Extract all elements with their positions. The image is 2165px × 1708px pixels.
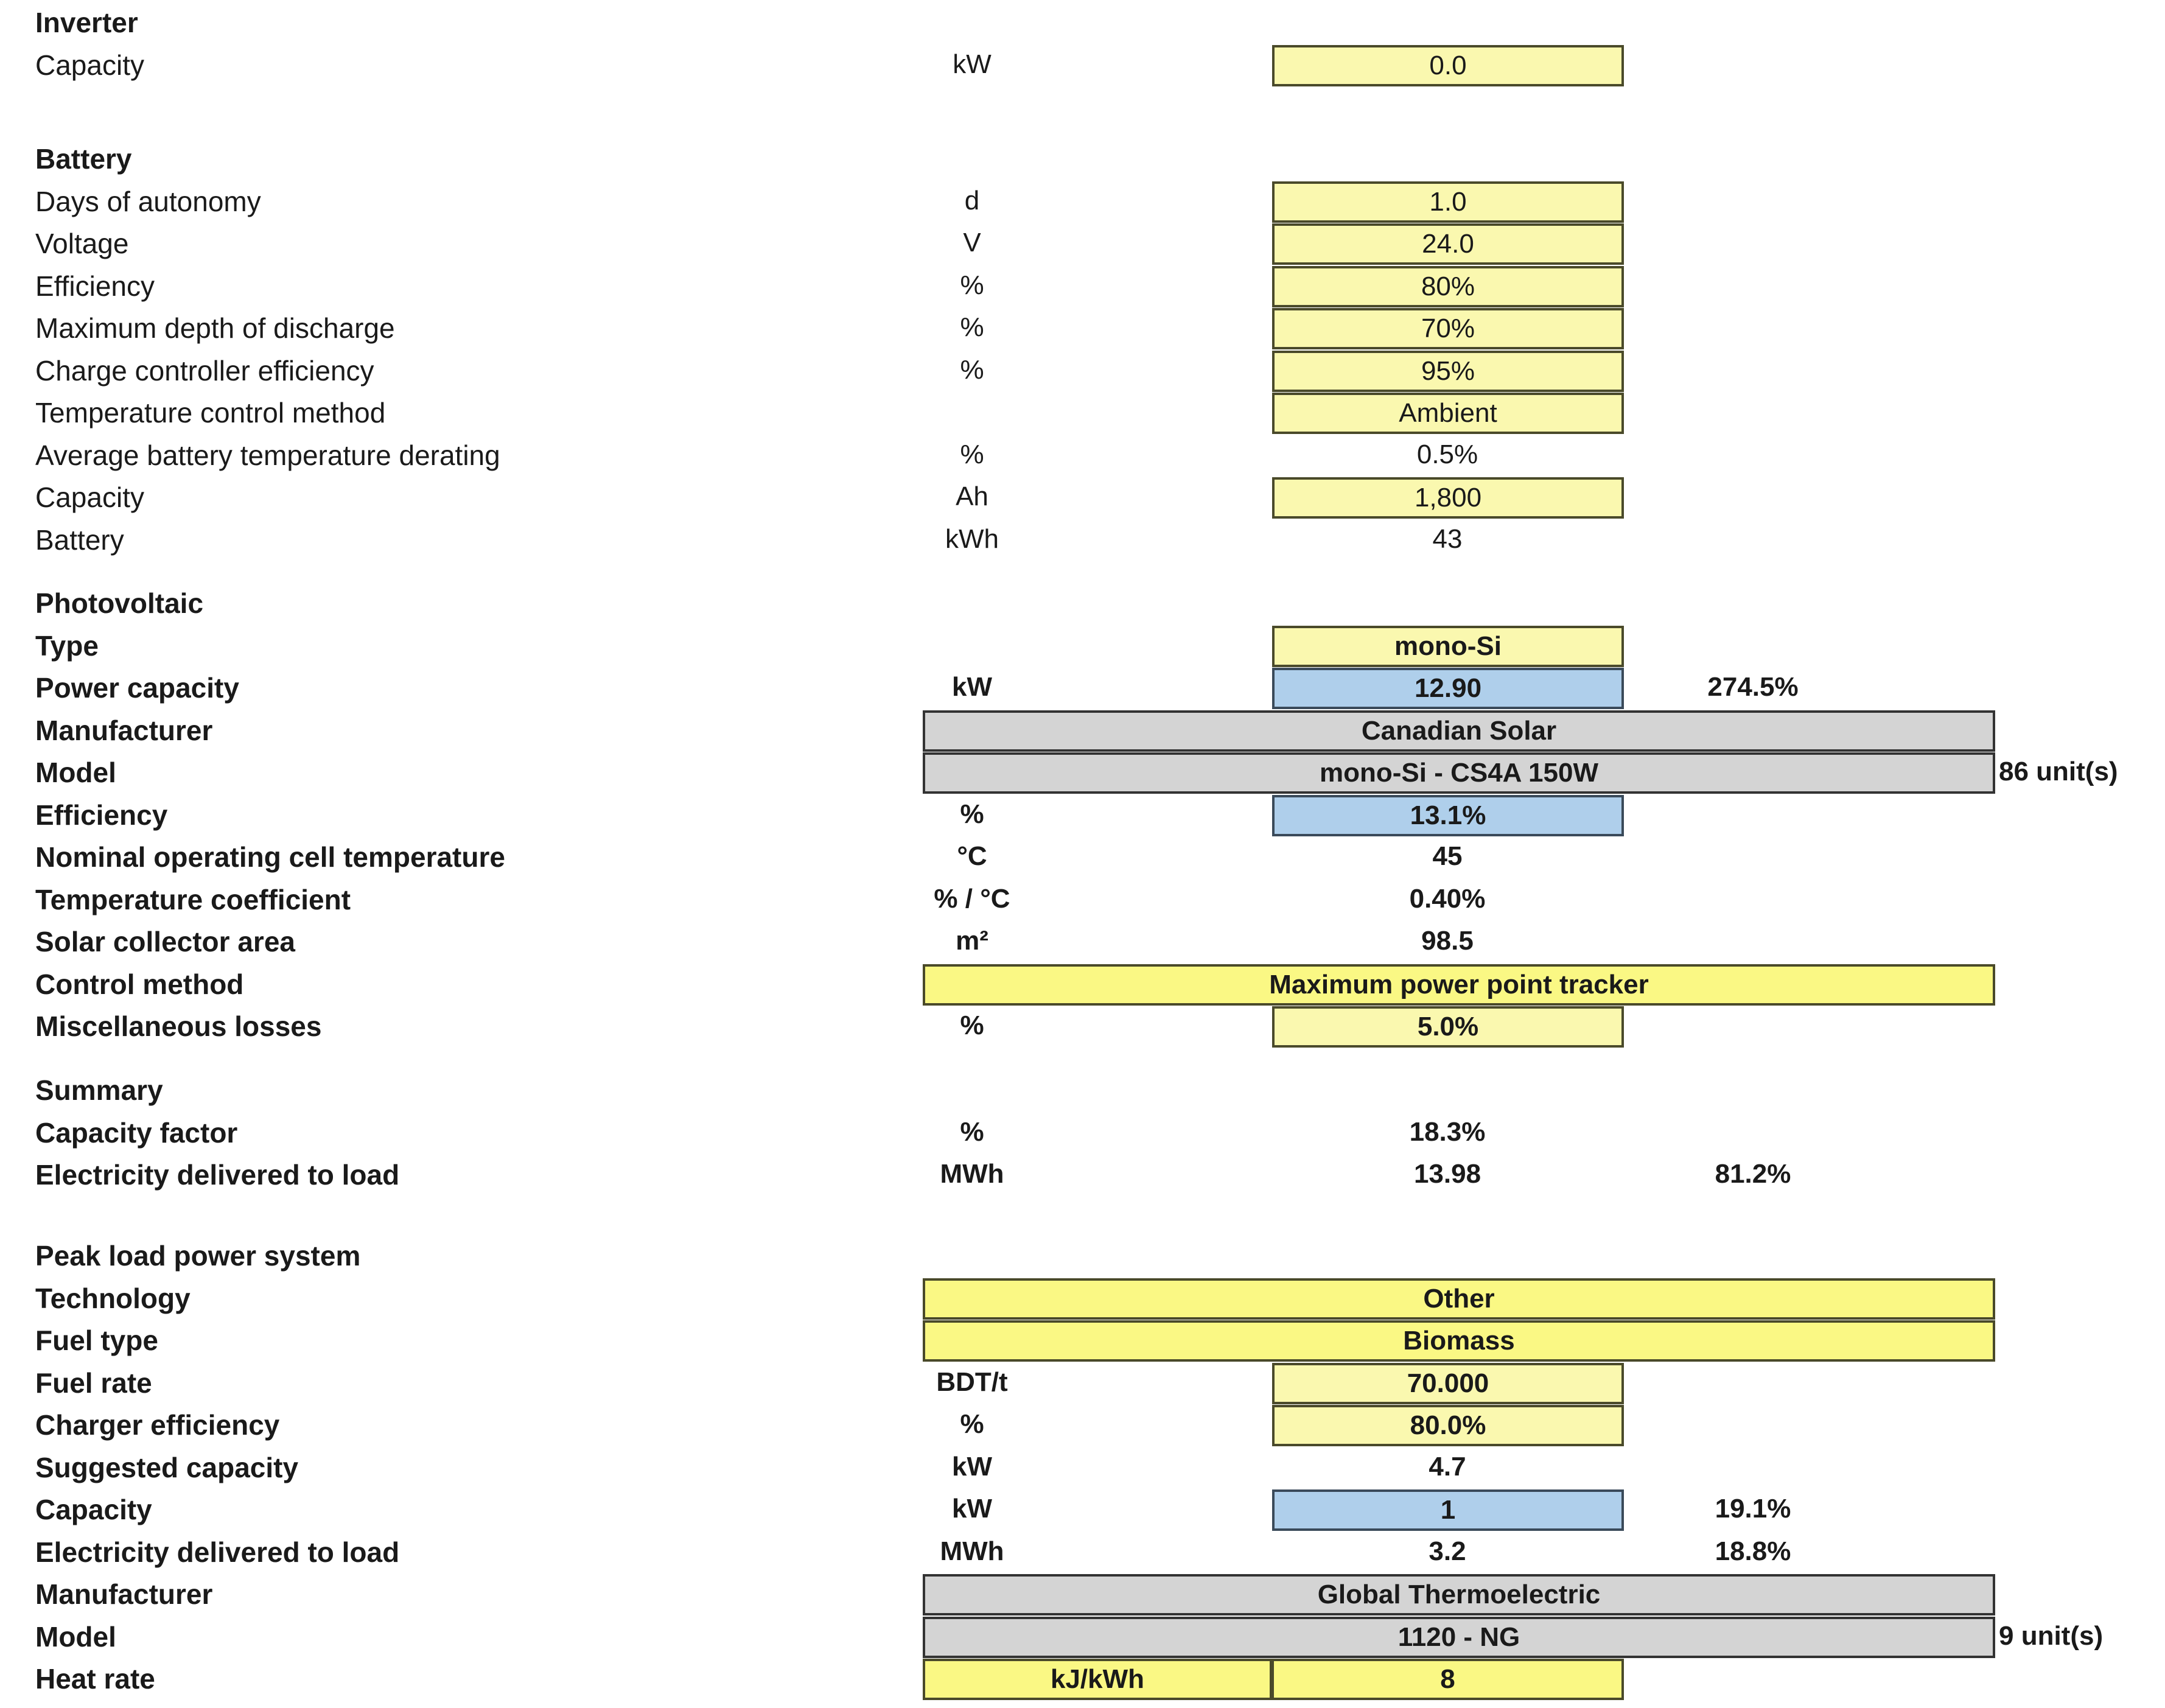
row-label-battery-6: Average battery temperature derating — [35, 439, 500, 471]
row-value-cell-peak-load-power-system-9[interactable]: 8 — [1272, 1659, 1624, 1700]
row-unit-photovoltaic-4: % — [960, 799, 984, 829]
row-percent-photovoltaic-1: 274.5% — [1707, 672, 1799, 702]
row-unit-battery-3: % — [960, 312, 984, 342]
row-unit-photovoltaic-9: % — [960, 1010, 984, 1040]
row-value-photovoltaic-5: 45 — [1432, 841, 1463, 871]
row-value-cell-inverter-0[interactable]: 0.0 — [1272, 45, 1624, 86]
row-value-cell-photovoltaic-3[interactable]: mono-Si - CS4A 150W — [923, 752, 1995, 794]
row-value-cell-photovoltaic-0[interactable]: mono-Si — [1272, 626, 1624, 667]
row-label-peak-load-power-system-5: Capacity — [35, 1494, 152, 1525]
row-unit-photovoltaic-1: kW — [952, 672, 992, 702]
row-unit-battery-7: Ah — [956, 481, 988, 511]
row-value-cell-peak-load-power-system-0[interactable]: Other — [923, 1278, 1995, 1320]
row-label-battery-5: Temperature control method — [35, 397, 386, 429]
row-value-summary-1: 13.98 — [1413, 1159, 1481, 1189]
row-label-photovoltaic-4: Efficiency — [35, 799, 168, 831]
section-title-inverter: Inverter — [35, 7, 138, 38]
row-label-photovoltaic-8: Control method — [35, 968, 244, 1000]
row-unit-battery-1: V — [963, 228, 981, 257]
row-label-inverter-0: Capacity — [35, 49, 144, 81]
section-title-summary: Summary — [35, 1074, 163, 1106]
row-label-photovoltaic-3: Model — [35, 757, 116, 788]
row-value-cell-photovoltaic-4[interactable]: 13.1% — [1272, 795, 1624, 836]
row-label-photovoltaic-9: Miscellaneous losses — [35, 1010, 322, 1042]
row-unit-summary-1: MWh — [940, 1159, 1004, 1189]
row-label-battery-7: Capacity — [35, 481, 144, 513]
row-value-cell-peak-load-power-system-7[interactable]: Global Thermoelectric — [923, 1574, 1995, 1615]
row-value-battery-6: 0.5% — [1416, 439, 1478, 469]
row-value-cell-battery-1[interactable]: 24.0 — [1272, 223, 1624, 265]
row-unit-cell-peak-load-power-system-9[interactable]: kJ/kWh — [923, 1659, 1272, 1700]
row-value-cell-photovoltaic-2[interactable]: Canadian Solar — [923, 710, 1995, 752]
row-value-cell-peak-load-power-system-3[interactable]: 80.0% — [1272, 1405, 1624, 1446]
row-unit-peak-load-power-system-2: BDT/t — [936, 1367, 1008, 1397]
row-value-cell-peak-load-power-system-8[interactable]: 1120 - NG — [923, 1617, 1995, 1658]
row-label-battery-3: Maximum depth of discharge — [35, 312, 395, 344]
row-percent-peak-load-power-system-6: 18.8% — [1715, 1536, 1791, 1566]
row-label-battery-0: Days of autonomy — [35, 185, 261, 217]
section-title-peak-load-power-system: Peak load power system — [35, 1240, 361, 1272]
row-label-peak-load-power-system-6: Electricity delivered to load — [35, 1536, 400, 1568]
row-value-cell-battery-5[interactable]: Ambient — [1272, 393, 1624, 434]
row-label-battery-2: Efficiency — [35, 270, 155, 302]
row-value-peak-load-power-system-4: 4.7 — [1429, 1451, 1466, 1482]
row-label-peak-load-power-system-8: Model — [35, 1620, 116, 1653]
row-label-peak-load-power-system-7: Manufacturer — [35, 1578, 213, 1610]
row-label-battery-8: Battery — [35, 523, 124, 556]
row-value-peak-load-power-system-6: 3.2 — [1429, 1536, 1466, 1566]
row-unit-peak-load-power-system-5: kW — [952, 1494, 992, 1524]
row-value-cell-photovoltaic-9[interactable]: 5.0% — [1272, 1006, 1624, 1048]
row-unit-battery-4: % — [960, 354, 984, 385]
row-label-photovoltaic-1: Power capacity — [35, 672, 239, 704]
row-value-photovoltaic-6: 0.40% — [1409, 883, 1486, 914]
row-label-peak-load-power-system-9: Heat rate — [35, 1663, 155, 1695]
row-value-cell-peak-load-power-system-2[interactable]: 70.000 — [1272, 1363, 1624, 1404]
row-label-peak-load-power-system-3: Charger efficiency — [35, 1409, 280, 1441]
row-label-peak-load-power-system-4: Suggested capacity — [35, 1451, 299, 1483]
row-label-photovoltaic-0: Type — [35, 629, 99, 662]
row-label-summary-1: Electricity delivered to load — [35, 1159, 400, 1191]
row-value-cell-peak-load-power-system-5[interactable]: 1 — [1272, 1489, 1624, 1531]
row-label-photovoltaic-6: Temperature coefficient — [35, 883, 351, 915]
row-label-photovoltaic-5: Nominal operating cell temperature — [35, 841, 505, 873]
row-unit-battery-0: d — [964, 185, 980, 215]
row-unit-peak-load-power-system-6: MWh — [940, 1536, 1004, 1566]
row-label-photovoltaic-7: Solar collector area — [35, 926, 295, 957]
row-unit-peak-load-power-system-4: kW — [952, 1451, 992, 1482]
section-title-battery: Battery — [35, 143, 132, 175]
row-unit-summary-0: % — [960, 1116, 984, 1147]
row-label-battery-1: Voltage — [35, 228, 129, 259]
row-value-cell-battery-0[interactable]: 1.0 — [1272, 181, 1624, 223]
section-title-photovoltaic: Photovoltaic — [35, 587, 204, 619]
row-value-cell-photovoltaic-8[interactable]: Maximum power point tracker — [923, 964, 1995, 1006]
row-label-summary-0: Capacity factor — [35, 1116, 238, 1149]
row-value-summary-0: 18.3% — [1409, 1116, 1486, 1147]
row-label-peak-load-power-system-0: Technology — [35, 1282, 191, 1314]
row-unit-battery-8: kWh — [945, 523, 999, 554]
row-unit-photovoltaic-7: m² — [956, 926, 988, 956]
row-value-cell-photovoltaic-1[interactable]: 12.90 — [1272, 668, 1624, 709]
row-percent-peak-load-power-system-5: 19.1% — [1715, 1494, 1791, 1524]
row-value-battery-8: 43 — [1432, 523, 1463, 554]
row-units-suffix-photovoltaic-3: 86 unit(s) — [1999, 757, 2118, 786]
row-value-cell-battery-7[interactable]: 1,800 — [1272, 477, 1624, 519]
row-unit-photovoltaic-6: % / °C — [934, 883, 1010, 914]
row-value-cell-battery-2[interactable]: 80% — [1272, 266, 1624, 307]
row-value-photovoltaic-7: 98.5 — [1421, 926, 1474, 956]
row-percent-summary-1: 81.2% — [1715, 1159, 1791, 1189]
row-value-cell-battery-4[interactable]: 95% — [1272, 351, 1624, 392]
row-unit-photovoltaic-5: °C — [957, 841, 987, 871]
row-unit-battery-6: % — [960, 439, 984, 469]
row-label-photovoltaic-2: Manufacturer — [35, 714, 213, 746]
row-unit-inverter-0: kW — [953, 49, 992, 79]
row-value-cell-peak-load-power-system-1[interactable]: Biomass — [923, 1320, 1995, 1362]
row-unit-battery-2: % — [960, 270, 984, 300]
row-label-peak-load-power-system-2: Fuel rate — [35, 1367, 152, 1399]
row-unit-peak-load-power-system-3: % — [960, 1409, 984, 1439]
row-label-battery-4: Charge controller efficiency — [35, 354, 374, 387]
row-value-cell-battery-3[interactable]: 70% — [1272, 308, 1624, 349]
row-label-peak-load-power-system-1: Fuel type — [35, 1325, 158, 1356]
row-units-suffix-peak-load-power-system-8: 9 unit(s) — [1999, 1620, 2104, 1651]
